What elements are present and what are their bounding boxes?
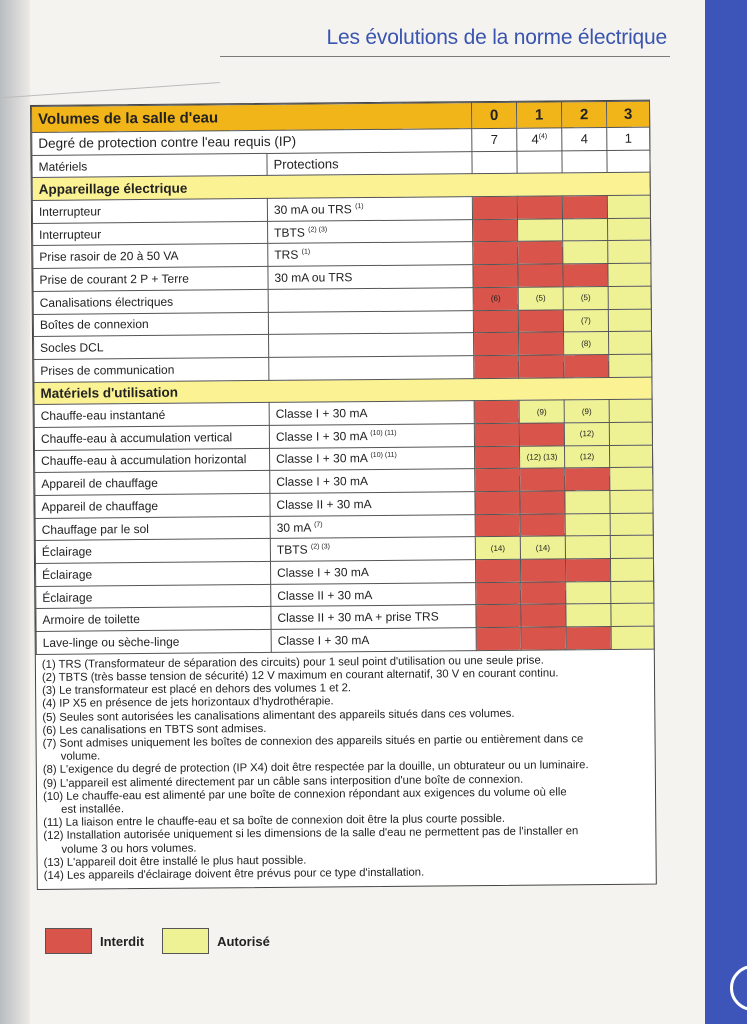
footnotes — [36, 649, 656, 889]
equipment-label: Boîtes de connexion — [33, 312, 268, 337]
protection-footnote: (10) (11) — [370, 452, 397, 460]
footnote-item: volume 3 ou hors volumes. — [61, 842, 197, 856]
allowed-cell-volume-2 — [563, 218, 608, 241]
protection-cell — [270, 537, 475, 561]
equipment-label: Prises de communication — [34, 357, 269, 382]
legend-swatch-forbidden — [45, 928, 92, 954]
protection-text: Classe I + 30 mA — [276, 474, 369, 490]
forbidden-cell-volume-0 — [476, 627, 521, 650]
footnote-item: (6) Les canalisations en TBTS sont admises. — [42, 722, 267, 737]
protection-text: Classe I + 30 mA — [275, 428, 368, 444]
footnote-item: (4) IP X5 en présence de jets horizontaux d'hydrothérapie. — [42, 695, 334, 711]
protection-cell — [269, 356, 474, 380]
volume-1: 1 — [516, 102, 561, 128]
forbidden-cell-volume-1 — [518, 264, 563, 287]
protection-text: Classe I + 30 mA — [276, 451, 368, 467]
allowed-cell-volume-2: (12) — [564, 422, 609, 445]
allowed-cell-volume-3 — [610, 558, 653, 581]
forbidden-cell-volume-0 — [474, 423, 519, 446]
allowed-cell-volume-3 — [607, 195, 650, 218]
equipment-label: Appareil de chauffage — [35, 471, 270, 496]
ip-value-2: 4 — [562, 127, 607, 150]
ip-value-1 — [517, 128, 562, 151]
equipment-label: Armoire de toilette — [36, 607, 271, 632]
protection-cell — [270, 492, 475, 516]
equipment-label: Éclairage — [36, 584, 271, 609]
volume-3: 3 — [606, 101, 649, 127]
protection-cell — [269, 401, 474, 425]
ip-footnote: (4) — [538, 133, 548, 141]
allowed-cell-volume-3 — [611, 581, 654, 604]
forbidden-cell-volume-1 — [521, 627, 566, 650]
header-label: Volumes de la salle d'eau — [32, 103, 472, 133]
allowed-cell-volume-3 — [608, 241, 651, 264]
footnote-item: (12) Installation autorisée uniquement si les dimensions de la salle d'eau ne permettent pas de l'installer en — [43, 825, 579, 843]
equipment-label: Éclairage — [36, 561, 271, 586]
forbidden-cell-volume-0 — [473, 310, 518, 333]
protection-cell — [270, 469, 475, 493]
forbidden-cell-volume-0 — [475, 491, 520, 514]
allowed-cell-volume-3 — [609, 399, 652, 422]
protection-cell — [270, 446, 475, 470]
forbidden-cell-volume-1 — [519, 332, 564, 355]
allowed-cell-volume-3 — [608, 218, 651, 241]
footnote-item: (9) L'appareil est alimenté directement par un câble sans interposition d'une boîte de connexion. — [42, 773, 524, 790]
allowed-cell-volume-3 — [610, 535, 653, 558]
allowed-cell-volume-2 — [566, 604, 611, 627]
protection-cell — [267, 197, 472, 221]
allowed-cell-volume-0: (14) — [475, 537, 520, 560]
footnote-item: est installée. — [61, 803, 124, 816]
forbidden-cell-volume-2 — [565, 468, 610, 491]
protection-cell — [270, 514, 475, 538]
ip-value-0: 7 — [472, 128, 517, 151]
forbidden-cell-volume-1 — [520, 514, 565, 537]
allowed-cell-volume-2 — [565, 536, 610, 559]
allowed-cell-volume-1: (12) (13) — [519, 445, 564, 468]
protection-cell — [271, 605, 476, 629]
empty-cell — [517, 151, 562, 174]
title-rule-left — [1, 82, 221, 98]
protection-text: Classe II + 30 mA — [277, 587, 373, 603]
equipment-label: Chauffe-eau à accumulation horizontal — [35, 448, 270, 473]
footnote-item: (10) Le chauffe-eau est alimenté par une boîte de connexion répondant aux exigences du volume où elle — [42, 786, 567, 803]
volume-2: 2 — [561, 101, 606, 127]
forbidden-cell-volume-0 — [476, 605, 521, 628]
protection-text: Classe I + 30 mA — [277, 564, 369, 580]
forbidden-cell-volume-0 — [474, 400, 519, 423]
protection-text: TBTS — [274, 225, 305, 240]
legend-allowed-label: Autorisé — [217, 933, 270, 949]
forbidden-cell-volume-0 — [474, 446, 519, 469]
protection-cell — [269, 424, 474, 448]
allowed-cell-volume-3 — [611, 626, 654, 649]
protection-footnote: (7) — [314, 520, 323, 529]
protection-text: TBTS — [276, 542, 308, 558]
equipment-label: Lave-linge ou sèche-linge — [36, 630, 271, 655]
allowed-cell-volume-3 — [610, 490, 653, 513]
forbidden-cell-volume-0 — [475, 559, 520, 582]
allowed-cell-volume-1 — [518, 219, 563, 242]
allowed-cell-volume-3 — [608, 263, 651, 286]
allowed-cell-volume-2: (5) — [563, 286, 608, 309]
allowed-cell-volume-1: (5) — [518, 287, 563, 310]
allowed-cell-volume-3 — [611, 604, 654, 627]
ip-value-1-text: 4 — [531, 131, 539, 147]
protection-text: Classe II + 30 mA + prise TRS — [277, 609, 439, 626]
allowed-cell-volume-3 — [610, 467, 653, 490]
allowed-cell-volume-3 — [608, 286, 651, 309]
page-edge-band — [705, 0, 747, 1024]
footnote-item: (3) Le transformateur est placé en dehors des volumes 1 et 2. — [42, 682, 352, 698]
forbidden-cell-volume-2 — [566, 627, 611, 650]
allowed-cell-volume-1: (14) — [520, 536, 565, 559]
protection-footnote: (1) — [355, 202, 364, 211]
equipment-label: Éclairage — [35, 539, 270, 564]
footnote-item: (5) Seules sont autorisées les canalisations alimentant des appareils situés dans ces volumes. — [42, 707, 515, 724]
footnote-item: (11) La liaison entre le chauffe-eau et sa boîte de connexion doit être la plus courte possible. — [43, 813, 506, 830]
equipment-label: Chauffe-eau à accumulation vertical — [34, 425, 269, 450]
empty-cell — [562, 150, 607, 173]
protection-cell — [268, 219, 473, 243]
empty-cell — [607, 150, 650, 173]
allowed-cell-volume-3 — [609, 422, 652, 445]
forbidden-cell-volume-1 — [520, 559, 565, 582]
forbidden-cell-volume-1 — [518, 241, 563, 264]
section-title: Appareillage électrique — [32, 172, 650, 200]
forbidden-cell-volume-1 — [519, 355, 564, 378]
allowed-cell-volume-2 — [563, 241, 608, 264]
col-materiels: Matériels — [32, 153, 267, 178]
equipment-label: Prise rasoir de 20 à 50 VA — [33, 244, 268, 269]
protection-cell — [268, 310, 473, 334]
ip-label: Degré de protection contre l'eau requis (IP) — [32, 129, 472, 156]
title-rule — [220, 56, 670, 57]
equipment-label: Interrupteur — [33, 221, 268, 246]
equipment-label: Chauffe-eau instantané — [34, 403, 269, 428]
forbidden-cell-volume-0 — [472, 196, 517, 219]
legend-swatch-allowed — [162, 928, 209, 954]
bathroom-volumes-table — [30, 100, 657, 891]
allowed-cell-volume-3 — [609, 445, 652, 468]
allowed-cell-volume-3 — [610, 513, 653, 536]
protection-text: 30 mA — [276, 520, 311, 535]
forbidden-cell-volume-1 — [520, 468, 565, 491]
forbidden-cell-volume-2 — [565, 559, 610, 582]
allowed-cell-volume-2 — [565, 490, 610, 513]
protection-text: Classe I + 30 mA — [277, 633, 370, 648]
protection-text: 30 mA ou TRS — [274, 270, 353, 285]
legend — [45, 928, 270, 954]
footnote-item: (2) TBTS (très basse tension de sécurité) 12 V maximum en courant alternatif, 30 V en courant continu. — [41, 667, 559, 684]
allowed-cell-volume-3 — [608, 309, 651, 332]
forbidden-cell-volume-0 — [476, 582, 521, 605]
allowed-cell-volume-2 — [566, 581, 611, 604]
equipment-label: Appareil de chauffage — [35, 493, 270, 518]
protection-cell — [269, 333, 474, 357]
forbidden-cell-volume-2 — [563, 264, 608, 287]
col-protections: Protections — [267, 151, 472, 175]
forbidden-cell-volume-0: (6) — [473, 287, 518, 310]
empty-cell — [472, 151, 517, 174]
protection-footnote: (1) — [301, 248, 311, 256]
forbidden-cell-volume-0 — [475, 469, 520, 492]
protection-text: 30 mA ou TRS — [273, 202, 352, 217]
footnote-item: (14) Les appareils d'éclairage doivent être prévus pour ce type d'installation. — [43, 866, 425, 882]
section-title: Matériels d'utilisation — [34, 377, 652, 405]
footnote-item: (7) Sont admises uniquement les boîtes de connexion des appareils situés en partie ou entièrement dans ce — [42, 733, 584, 750]
allowed-cell-volume-3 — [608, 331, 651, 354]
footnote-item: volume. — [60, 750, 101, 763]
protection-text: Classe II + 30 mA — [276, 496, 372, 512]
page-title: Les évolutions de la norme électrique — [326, 26, 667, 49]
protection-text: Classe I + 30 mA — [275, 406, 368, 421]
protection-cell — [268, 287, 473, 311]
allowed-cell-volume-2: (7) — [563, 309, 608, 332]
protection-cell — [268, 242, 473, 266]
footnote-item: (8) L'exigence du degré de protection (IP X4) doit être respectée par la douille, un obturateur ou un luminaire. — [42, 759, 589, 777]
protection-footnote: (2) (3) — [308, 226, 328, 234]
allowed-cell-volume-2: (12) — [564, 445, 609, 468]
forbidden-cell-volume-2 — [562, 196, 607, 219]
forbidden-cell-volume-1 — [521, 604, 566, 627]
forbidden-cell-volume-0 — [473, 264, 518, 287]
footnote-item: (1) TRS (Transformateur de séparation des circuits) pour 1 seul point d'utilisation ou une seule prise. — [41, 654, 544, 671]
allowed-cell-volume-2 — [565, 513, 610, 536]
protection-cell — [270, 560, 475, 584]
equipment-label: Canalisations électriques — [33, 289, 268, 314]
allowed-cell-volume-1: (9) — [519, 400, 564, 423]
legend-forbidden-label: Interdit — [100, 933, 145, 949]
protection-footnote: (2) (3) — [310, 543, 330, 551]
protection-cell — [271, 582, 476, 606]
protection-text: TRS — [274, 247, 299, 263]
allowed-cell-volume-2: (8) — [564, 332, 609, 355]
forbidden-cell-volume-0 — [474, 332, 519, 355]
ip-value-3: 1 — [607, 127, 650, 150]
volume-0: 0 — [471, 102, 516, 128]
page-gutter-shadow — [0, 0, 30, 1024]
protection-cell — [268, 265, 473, 289]
forbidden-cell-volume-0 — [473, 219, 518, 242]
protection-cell — [271, 628, 476, 652]
forbidden-cell-volume-0 — [475, 514, 520, 537]
equipment-label: Prise de courant 2 P + Terre — [33, 267, 268, 292]
forbidden-cell-volume-0 — [473, 242, 518, 265]
forbidden-cell-volume-1 — [517, 196, 562, 219]
allowed-cell-volume-3 — [609, 354, 652, 377]
protection-footnote: (10) (11) — [370, 429, 397, 437]
forbidden-cell-volume-1 — [519, 423, 564, 446]
footnote-item: (13) L'appareil doit être installé le plus haut possible. — [43, 854, 307, 869]
equipment-label: Socles DCL — [34, 335, 269, 360]
forbidden-cell-volume-2 — [564, 354, 609, 377]
equipment-label: Chauffage par le sol — [35, 516, 270, 541]
allowed-cell-volume-2: (9) — [564, 400, 609, 423]
forbidden-cell-volume-1 — [521, 582, 566, 605]
forbidden-cell-volume-1 — [520, 491, 565, 514]
equipment-label: Interrupteur — [32, 198, 267, 223]
forbidden-cell-volume-1 — [518, 309, 563, 332]
forbidden-cell-volume-0 — [474, 355, 519, 378]
